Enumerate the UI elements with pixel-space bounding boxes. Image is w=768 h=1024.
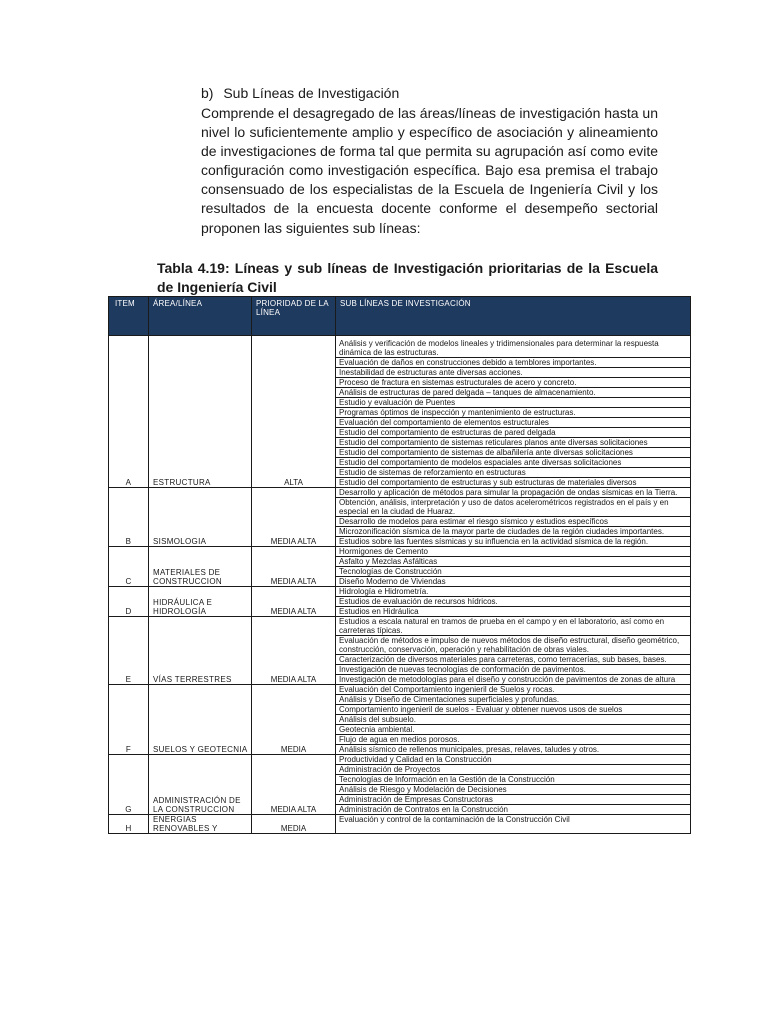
- sub-line-cell: Diseño Moderno de Viviendas: [336, 577, 691, 587]
- sub-line-cell: Productividad y Calidad en la Construcción: [336, 755, 691, 765]
- sub-line-cell: Microzonificación sísmica de la mayor parte de ciudades de la región ciudades importantes.: [336, 527, 691, 537]
- sub-line-cell: Evaluación del comportamiento de elementos estructurales: [336, 418, 691, 428]
- sub-line-cell: Tecnologías de Información en la Gestión de la Construcción: [336, 775, 691, 785]
- sub-line-cell: Proceso de fractura en sistemas estructurales de acero y concreto.: [336, 378, 691, 388]
- sub-line-cell: Análisis sísmico de rellenos municipales, presas, relaves, taludes y otros.: [336, 745, 691, 755]
- sub-line-cell: Desarrollo y aplicación de métodos para simular la propagación de ondas sísmicas en la Tierra.: [336, 488, 691, 498]
- sub-line-cell: Estudios sobre las fuentes sísmicas y su influencia en la actividad sísmica de la región.: [336, 537, 691, 547]
- priority-cell: MEDIA ALTA: [252, 755, 336, 815]
- table-caption: Tabla 4.19: Líneas y sub líneas de Investigación prioritarias de la Escuela de Ingeniería Civil: [157, 260, 658, 295]
- header-sub-lines: SUB LÍNEAS DE INVESTIGACIÓN: [336, 297, 691, 336]
- sub-line-cell: Estudios en Hidráulica: [336, 607, 691, 617]
- section-heading: [201, 84, 399, 103]
- research-lines-table: [108, 296, 691, 834]
- sub-line-cell: Evaluación y control de la contaminación de la Construcción Civil: [336, 815, 691, 834]
- area-cell: ESTRUCTURA: [149, 336, 252, 488]
- sub-line-cell: Flujo de agua en medios porosos.: [336, 735, 691, 745]
- sub-line-cell: Administración de Proyectos: [336, 765, 691, 775]
- area-cell: ADMINISTRACIÓN DE LA CONSTRUCCION: [149, 755, 252, 815]
- table-row: [109, 336, 691, 358]
- item-cell: G: [109, 755, 149, 815]
- priority-cell: MEDIA ALTA: [252, 488, 336, 547]
- research-lines-table-container: [108, 296, 690, 834]
- sub-line-cell: Estudio del comportamiento de estructuras y sub estructuras de materiales diversos: [336, 478, 691, 488]
- sub-line-cell: Análisis y verificación de modelos lineales y tridimensionales para determinar la respuesta dinámica de las estructuras.: [336, 336, 691, 358]
- priority-cell: MEDIA: [252, 815, 336, 834]
- section-label: b): [201, 85, 214, 101]
- priority-cell: ALTA: [252, 336, 336, 488]
- sub-line-cell: Comportamiento ingenieril de suelos - Evaluar y obtener nuevos usos de suelos: [336, 705, 691, 715]
- area-cell: SISMOLOGIA: [149, 488, 252, 547]
- sub-line-cell: Estudio del comportamiento de modelos espaciales ante diversas solicitaciones: [336, 458, 691, 468]
- sub-line-cell: Desarrollo de modelos para estimar el riesgo sísmico y estudios específicos: [336, 517, 691, 527]
- priority-cell: MEDIA ALTA: [252, 617, 336, 685]
- sub-line-cell: Estudio del comportamiento de sistemas reticulares planos ante diversas solicitaciones: [336, 438, 691, 448]
- sub-line-cell: Evaluación de métodos e impulso de nuevos métodos de diseño estructural, diseño geométrico, construcción, conservación, operación y rehabilitación de obras viales.: [336, 636, 691, 655]
- sub-line-cell: Obtención, análisis, interpretación y uso de datos acelerométricos registrados en el país y en especial en la ciudad de Huaraz.: [336, 498, 691, 517]
- sub-line-cell: Investigación de metodologías para el diseño y construcción de pavimentos de zonas de altura: [336, 675, 691, 685]
- header-area: ÁREA/LÍNEA: [149, 297, 252, 336]
- sub-line-cell: Hidrología e Hidrometría.: [336, 587, 691, 597]
- sub-line-cell: Administración de Contratos en la Construcción: [336, 805, 691, 815]
- sub-line-cell: Tecnologías de Construcción: [336, 567, 691, 577]
- body-paragraph: Comprende el desagregado de las áreas/líneas de investigación hasta un nivel lo suficientemente amplio y específico de asociación y alineamiento de investigaciones de forma tal que permita su agrupación así como evite configuración como investigación específica. Bajo esa premisa el trabajo consensuado de los especialistas de la Escuela de Ingeniería Civil y los resultados de la encuesta docente conforme el desempeño sectorial proponen las siguientes sub líneas:: [201, 105, 658, 236]
- item-cell: B: [109, 488, 149, 547]
- item-cell: H: [109, 815, 149, 834]
- sub-line-cell: Estudios a escala natural en tramos de prueba en el campo y en el laboratorio, así como en carreteras típicas.: [336, 617, 691, 636]
- sub-line-cell: Estudio del comportamiento de sistemas de albañilería ante diversas solicitaciones: [336, 448, 691, 458]
- sub-line-cell: Análisis y Diseño de Cimentaciones superficiales y profundas.: [336, 695, 691, 705]
- sub-line-cell: Análisis de Riesgo y Modelación de Decisiones: [336, 785, 691, 795]
- table-row: [109, 815, 691, 834]
- table-body: [109, 336, 691, 834]
- area-cell: MATERIALES DE CONSTRUCCION: [149, 547, 252, 587]
- item-cell: A: [109, 336, 149, 488]
- area-cell: VÍAS TERRESTRES: [149, 617, 252, 685]
- section-title: Sub Líneas de Investigación: [223, 85, 400, 101]
- sub-line-cell: Hormigones de Cemento: [336, 547, 691, 557]
- sub-line-cell: Inestabilidad de estructuras ante diversas acciones.: [336, 368, 691, 378]
- sub-line-cell: Análisis de estructuras de pared delgada – tanques de almacenamiento.: [336, 388, 691, 398]
- table-row: [109, 547, 691, 557]
- sub-line-cell: Programas óptimos de inspección y mantenimiento de estructuras.: [336, 408, 691, 418]
- sub-line-cell: Análisis del subsuelo.: [336, 715, 691, 725]
- area-cell: HIDRÁULICA E HIDROLOGÍA: [149, 587, 252, 617]
- sub-line-cell: Administración de Empresas Constructoras: [336, 795, 691, 805]
- priority-cell: MEDIA ALTA: [252, 547, 336, 587]
- table-row: [109, 617, 691, 636]
- area-cell: SUELOS Y GEOTECNIA: [149, 685, 252, 755]
- sub-line-cell: Estudio del comportamiento de estructuras de pared delgada: [336, 428, 691, 438]
- item-cell: D: [109, 587, 149, 617]
- sub-line-cell: Asfalto y Mezclas Asfálticas: [336, 557, 691, 567]
- sub-line-cell: Estudio de sistemas de reforzamiento en estructuras: [336, 468, 691, 478]
- sub-line-cell: Geotecnia ambiental.: [336, 725, 691, 735]
- sub-line-cell: Estudios de evaluación de recursos hídricos.: [336, 597, 691, 607]
- table-row: [109, 488, 691, 498]
- item-cell: E: [109, 617, 149, 685]
- item-cell: C: [109, 547, 149, 587]
- table-header-row: [109, 297, 691, 336]
- item-cell: F: [109, 685, 149, 755]
- header-item: ITEM: [109, 297, 149, 336]
- table-row: [109, 587, 691, 597]
- header-priority: PRIORIDAD DE LA LÍNEA: [252, 297, 336, 336]
- sub-line-cell: Evaluación del Comportamiento ingenieril de Suelos y rocas.: [336, 685, 691, 695]
- priority-cell: MEDIA ALTA: [252, 587, 336, 617]
- sub-line-cell: Estudio y evaluación de Puentes: [336, 398, 691, 408]
- sub-line-cell: Evaluación de daños en construcciones debido a temblores importantes.: [336, 358, 691, 368]
- table-row: [109, 755, 691, 765]
- sub-line-cell: Investigación de nuevas tecnologías de conformación de pavimentos.: [336, 665, 691, 675]
- area-cell: ENERGIAS RENOVABLES Y: [149, 815, 252, 834]
- priority-cell: MEDIA: [252, 685, 336, 755]
- table-row: [109, 685, 691, 695]
- sub-line-cell: Caracterización de diversos materiales para carreteras, como terracerías, sub bases, bases.: [336, 655, 691, 665]
